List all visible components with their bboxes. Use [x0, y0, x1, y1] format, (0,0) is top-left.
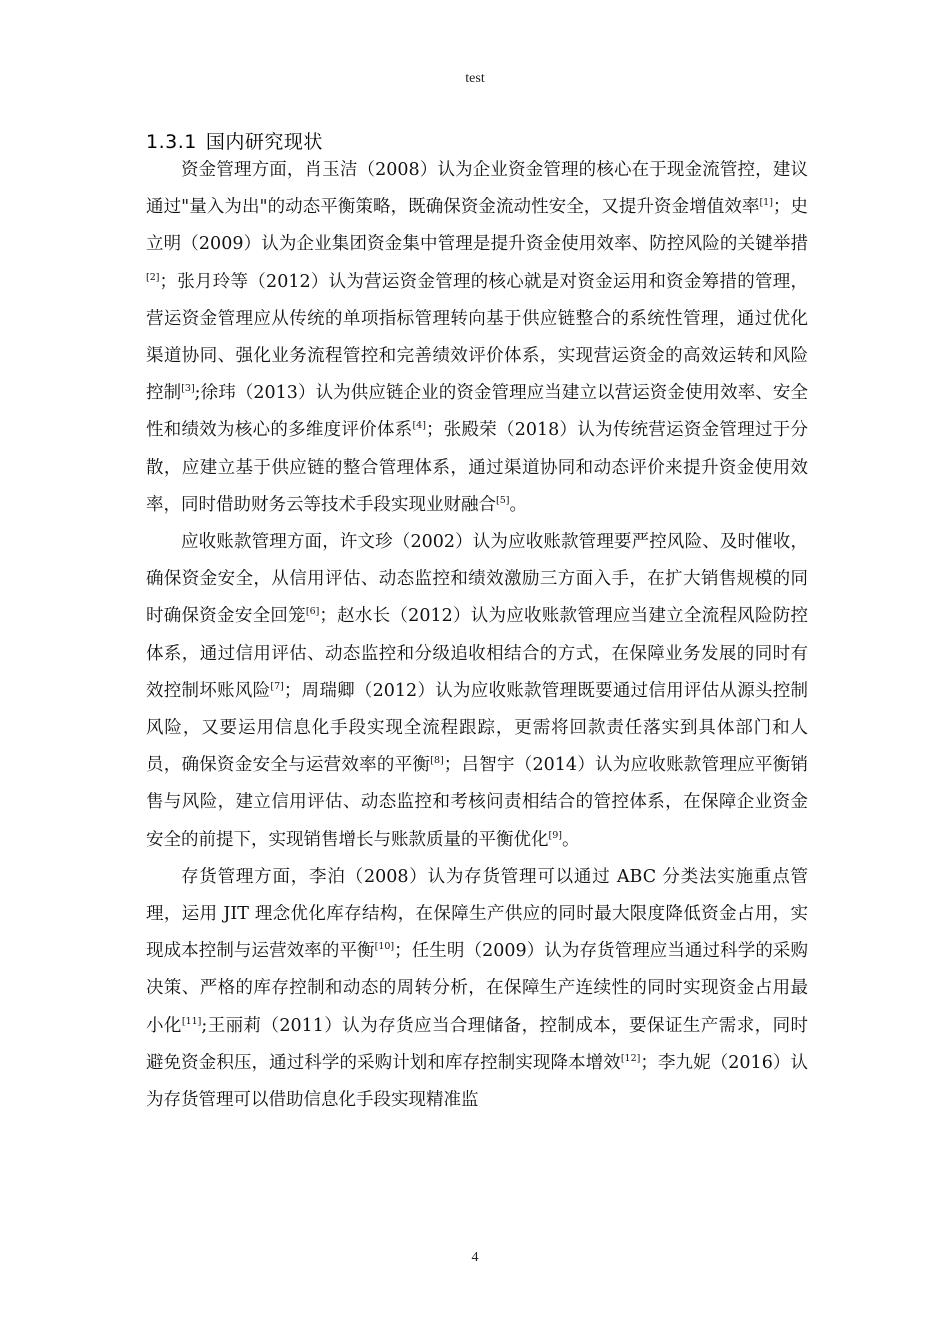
citation: [1]	[759, 197, 773, 209]
paragraph-receivables-management	[146, 524, 808, 859]
citation: [8]	[430, 755, 444, 767]
text-run: ；任生明（2009）认为存货管理应当通过科学的采购决策、严格的库存控制和动态的周转分析，在保障生产连续性的同时实现资金占用最小化	[146, 941, 808, 1036]
section-number: 1.3.1	[146, 131, 197, 153]
text-run: ；史立明（2009）认为企业集团资金集中管理是提升资金使用效率、防控风险的关键举措	[146, 197, 808, 255]
citation: [12]	[620, 1052, 641, 1064]
section-heading	[146, 127, 332, 154]
citation: [10]	[374, 941, 395, 953]
body-text	[146, 152, 808, 1119]
text-run: ；张殿荣（2018）认为传统营运资金管理过于分散，应建立基于供应链的整合管理体系，通过渠道协同和动态评价来提升资金使用效率，同时借助财务云等技术手段实现业财融合	[146, 420, 808, 515]
text-run: ;王丽莉（2011）认为存货应当合理储备，控制成本，要保证生产需求，同时避免资金积压，通过科学的采购计划和库存控制实现降本增效	[146, 1015, 808, 1073]
text-run: 应收账款管理方面，许文珍（2002）认为应收账款管理要严控风险、及时催收，确保资金安全，从信用评估、动态监控和绩效激励三方面入手，在扩大销售规模的同时确保资金安全回笼	[146, 532, 808, 627]
text-run: ；赵水长（2012）认为应收账款管理应当建立全流程风险防控体系，通过信用评估、动态监控和分级追收相结合的方式，在保障业务发展的同时有效控制坏账风险	[146, 606, 808, 701]
text-run: 存货管理方面，李泊（2008）认为存货管理可以通过 ABC 分类法实施重点管理，运用 JIT 理念优化库存结构，在保障生产供应的同时最大限度降低资金占用，实现成本控制与运营效率的平衡	[146, 866, 808, 962]
citation: [5]	[496, 494, 510, 506]
text-run: 。	[561, 829, 580, 850]
citation: [3]	[181, 383, 195, 395]
citation: [4]	[412, 420, 426, 432]
text-run: ；周瑞卿（2012）认为应收账款管理既要通过信用评估从源头控制风险，又要运用信息化手段实现全流程跟踪，更需将回款责任落实到具体部门和人员，确保资金安全与运营效率的平衡	[146, 680, 808, 776]
text-run: 。	[509, 494, 527, 515]
citation: [11]	[181, 1015, 202, 1027]
citation: [9]	[548, 829, 562, 841]
text-run: ；李九妮（2016）认为存货管理可以借助信息化手段实现精准监	[146, 1052, 808, 1111]
text-run: 资金管理方面，肖玉洁（2008）认为企业资金管理的核心在于现金流管控，建议通过"量入为出"的动态平衡策略，既确保资金流动性安全，又提升资金增值效率	[146, 160, 808, 218]
page-number: 4	[471, 1250, 479, 1265]
paragraph-inventory-management	[146, 859, 808, 1119]
section-title: 国内研究现状	[205, 131, 323, 153]
citation: [7]	[270, 680, 284, 692]
citation: [6]	[305, 606, 320, 618]
page-header: test	[465, 71, 485, 86]
text-run: ；吕智宇（2014）认为应收账款管理应平衡销售与风险，建立信用评估、动态监控和考核问责相结合的管控体系，在保障企业资金安全的前提下，实现销售增长与账款质量的平衡优化	[146, 755, 808, 850]
text-run: ；张月玲等（2012）认为营运资金管理的核心就是对资金运用和资金筹措的管理，营运资金管理应从传统的单项指标管理转向基于供应链整合的系统性管理，通过优化渠道协同、强化业务流程管控和完善绩效评价体系，实现营运资金的高效运转和风险控制	[146, 271, 808, 404]
paragraph-fund-management	[146, 152, 808, 524]
citation: [2]	[146, 271, 160, 283]
text-run: ;徐玮（2013）认为供应链企业的资金管理应当建立以营运资金使用效率、安全性和绩效为核心的多维度评价体系	[146, 383, 809, 441]
